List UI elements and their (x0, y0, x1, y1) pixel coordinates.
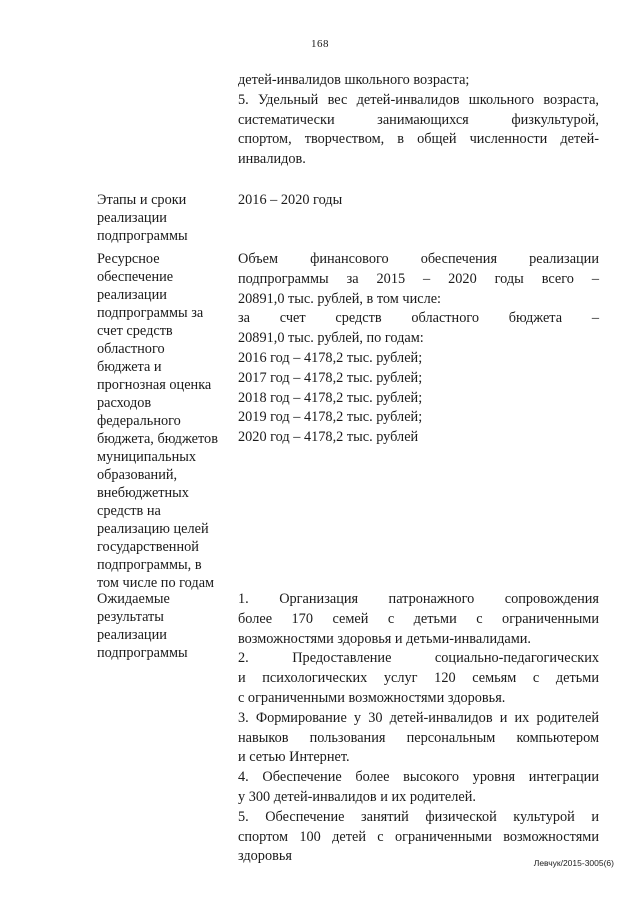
label-line: подпрограммы (97, 645, 188, 661)
label-line: бюджета, бюджетов (97, 431, 218, 447)
text-line: 2018 год – 4178,2 тыс. рублей; (238, 389, 423, 406)
continuation-text (238, 71, 599, 170)
text-line: 5. Обеспечение занятий физической культурой и (238, 808, 599, 825)
page-number: 168 (311, 38, 329, 50)
row-content-results (238, 590, 599, 867)
text-line: у 300 детей-инвалидов и их родителей. (238, 788, 476, 805)
label-line: реализации (97, 627, 167, 643)
text-line: спортом, творчеством, в общей численности детей- (238, 131, 599, 148)
label-line: реализации (97, 287, 167, 303)
text-line: спортом 100 детей с ограниченными возможностями (238, 828, 599, 845)
row-label-results (97, 590, 232, 662)
label-line: расходов (97, 395, 152, 411)
text-line: с ограниченными возможностями здоровья. (238, 689, 506, 706)
label-line: бюджета и (97, 359, 162, 375)
text-line: 2017 год – 4178,2 тыс. рублей; (238, 369, 423, 386)
label-line: Ожидаемые (97, 591, 170, 607)
label-line: муниципальных (97, 449, 196, 465)
text-line: инвалидов. (238, 151, 306, 168)
text-line: и сетью Интернет. (238, 749, 350, 766)
text-line: 1. Организация патронажного сопровождения (238, 591, 599, 607)
label-line: подпрограммы за (97, 305, 204, 321)
text-line: подпрограммы за 2015 – 2020 годы всего – (238, 270, 599, 287)
text-line: 20891,0 тыс. рублей, в том числе: (238, 290, 442, 307)
text-line: 2020 год – 4178,2 тыс. рублей (238, 429, 419, 446)
label-line: реализации (97, 210, 167, 226)
label-line: реализацию целей (97, 521, 209, 537)
label-line: образований, (97, 467, 178, 483)
row-label-resource (97, 250, 232, 592)
label-line: областного (97, 341, 165, 357)
label-line: том числе по годам (97, 575, 215, 591)
text-line: более 170 семей с детьми с ограниченными (238, 610, 599, 627)
label-line: подпрограммы, в (97, 557, 202, 573)
text-line: здоровья (238, 848, 292, 865)
label-line: обеспечение (97, 269, 174, 285)
text-line: 3. Формирование у 30 детей-инвалидов и их родителей (238, 709, 599, 726)
text-line: 2016 – 2020 годы (238, 192, 343, 208)
label-line: счет средств (97, 323, 173, 339)
row-label-stages (97, 191, 232, 245)
label-line: внебюджетных (97, 485, 189, 501)
text-line: 2019 год – 4178,2 тыс. рублей; (238, 409, 423, 426)
text-line: 2. Предоставление социально-педагогических (238, 650, 599, 667)
text-line: Объем финансового обеспечения реализации (238, 251, 599, 267)
label-line: средств на (97, 503, 161, 519)
text-line: 2016 год – 4178,2 тыс. рублей; (238, 349, 423, 366)
footer-document-code: Левчук/2015-3005(6) (533, 858, 614, 868)
label-line: результаты (97, 609, 164, 625)
text-line: навыков пользования персональным компьютером (238, 729, 599, 746)
text-line: и психологических услуг 120 семьям с детьми (238, 670, 599, 687)
text-line: возможностями здоровья и детьми-инвалидами. (238, 630, 531, 647)
text-line: систематически занимающихся физкультурой, (238, 111, 599, 128)
label-line: Этапы и сроки (97, 192, 187, 208)
label-line: Ресурсное (97, 251, 160, 267)
label-line: федерального (97, 413, 181, 429)
label-line: подпрограммы (97, 228, 188, 244)
row-content-resource (238, 250, 599, 448)
text-line: детей-инвалидов школьного возраста; (238, 72, 470, 88)
label-line: прогнозная оценка (97, 377, 212, 393)
label-line: государственной (97, 539, 199, 555)
text-line: 5. Удельный вес детей-инвалидов школьного возраста, (238, 91, 599, 108)
text-line: 20891,0 тыс. рублей, по годам: (238, 330, 424, 347)
text-line: 4. Обеспечение более высокого уровня интеграции (238, 769, 599, 786)
text-line: за счет средств областного бюджета – (238, 310, 599, 327)
row-content-stages (238, 191, 599, 211)
